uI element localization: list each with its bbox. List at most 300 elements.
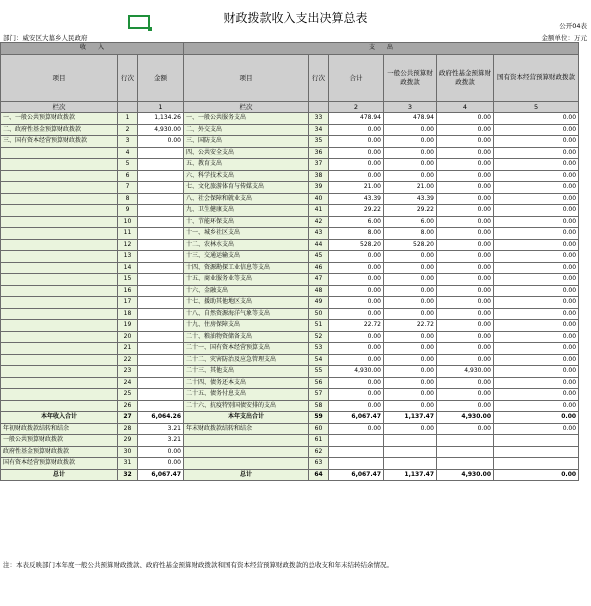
expense-capital-cell[interactable] — [494, 446, 579, 458]
col-index-3: 3 — [384, 101, 437, 113]
expense-item-cell[interactable]: 十三、交通运输支出 — [184, 251, 309, 263]
income-item-cell[interactable] — [1, 331, 118, 343]
income-item-cell[interactable] — [1, 251, 118, 263]
table-row — [1, 170, 579, 182]
expense-row-cell[interactable]: 63 — [309, 458, 329, 470]
expense-general-cell[interactable]: 0.00 — [384, 377, 437, 389]
expense-fund-cell[interactable]: 0.00 — [437, 308, 494, 320]
expense-total-cell[interactable]: 0.00 — [329, 343, 384, 355]
expense-total-cell[interactable]: 0.00 — [329, 400, 384, 412]
expense-item-cell[interactable]: 二十一、国有资本经营预算支出 — [184, 343, 309, 355]
expense-total-cell[interactable]: 478.94 — [329, 113, 384, 125]
expense-row-cell[interactable]: 42 — [309, 216, 329, 228]
income-amount-cell[interactable] — [138, 262, 184, 274]
income-row-cell[interactable]: 30 — [118, 446, 138, 458]
expense-item-cell[interactable]: 十四、资源勘探工业信息等支出 — [184, 262, 309, 274]
income-item-cell[interactable]: 年初财政拨款结转和结余 — [1, 423, 118, 435]
expense-general-cell[interactable]: 0.00 — [384, 159, 437, 171]
expense-row-cell[interactable]: 36 — [309, 147, 329, 159]
expense-capital-cell[interactable]: 0.00 — [494, 147, 579, 159]
table-row — [1, 124, 579, 136]
expense-row-cell[interactable]: 55 — [309, 366, 329, 378]
income-row-cell[interactable]: 12 — [118, 239, 138, 251]
income-row-cell[interactable]: 16 — [118, 285, 138, 297]
expense-total-cell[interactable]: 0.00 — [329, 285, 384, 297]
expense-item-cell[interactable]: 十九、住房保障支出 — [184, 320, 309, 332]
expense-fund-cell[interactable]: 0.00 — [437, 251, 494, 263]
expense-capital-cell[interactable]: 0.00 — [494, 159, 579, 171]
fill-handle[interactable] — [148, 27, 152, 31]
expense-total-cell[interactable]: 0.00 — [329, 308, 384, 320]
income-item-cell[interactable] — [1, 320, 118, 332]
expense-capital-cell[interactable]: 0.00 — [494, 193, 579, 205]
expense-total-cell[interactable]: 0.00 — [329, 423, 384, 435]
expense-item-cell[interactable]: 五、教育支出 — [184, 159, 309, 171]
expense-row-cell[interactable]: 64 — [309, 469, 329, 481]
expense-total-cell[interactable]: 21.00 — [329, 182, 384, 194]
expense-general-cell[interactable] — [384, 458, 437, 470]
income-item-cell[interactable] — [1, 193, 118, 205]
expense-fund-cell[interactable]: 0.00 — [437, 136, 494, 148]
income-row-cell[interactable]: 18 — [118, 308, 138, 320]
expense-capital-cell[interactable]: 0.00 — [494, 400, 579, 412]
expense-item-cell[interactable]: 二、外交支出 — [184, 124, 309, 136]
income-row-cell[interactable]: 29 — [118, 435, 138, 447]
expense-fund-cell[interactable]: 0.00 — [437, 170, 494, 182]
expense-total-cell[interactable]: 528.20 — [329, 239, 384, 251]
income-amount-cell[interactable] — [138, 400, 184, 412]
expense-total-cell[interactable]: 0.00 — [329, 136, 384, 148]
expense-capital-cell[interactable]: 0.00 — [494, 136, 579, 148]
expense-fund-cell[interactable]: 0.00 — [437, 193, 494, 205]
expense-item-cell[interactable]: 四、公共安全支出 — [184, 147, 309, 159]
income-item-cell[interactable] — [1, 170, 118, 182]
income-row-cell[interactable]: 9 — [118, 205, 138, 217]
expense-capital-cell[interactable]: 0.00 — [494, 423, 579, 435]
expense-total-cell[interactable]: 0.00 — [329, 389, 384, 401]
expense-fund-cell[interactable]: 0.00 — [437, 216, 494, 228]
expense-total-cell[interactable]: 0.00 — [329, 297, 384, 309]
income-item-cell[interactable] — [1, 182, 118, 194]
expense-row-cell[interactable]: 45 — [309, 251, 329, 263]
income-amount-cell[interactable] — [138, 331, 184, 343]
expense-capital-cell[interactable]: 0.00 — [494, 354, 579, 366]
expense-fund-cell[interactable]: 0.00 — [437, 400, 494, 412]
expense-item-cell[interactable]: 十七、援助其他地区支出 — [184, 297, 309, 309]
income-item-cell[interactable]: 本年收入合计 — [1, 412, 118, 424]
income-row-cell[interactable]: 5 — [118, 159, 138, 171]
income-item-cell[interactable]: 总计 — [1, 469, 118, 481]
expense-fund-cell[interactable]: 0.00 — [437, 331, 494, 343]
expense-item-cell[interactable]: 十二、农林水支出 — [184, 239, 309, 251]
income-amount-cell[interactable] — [138, 389, 184, 401]
income-amount-cell[interactable] — [138, 147, 184, 159]
expense-item-cell[interactable]: 十八、自然资源海洋气象等支出 — [184, 308, 309, 320]
expense-general-cell[interactable]: 0.00 — [384, 366, 437, 378]
income-item-cell[interactable] — [1, 377, 118, 389]
expense-capital-cell[interactable]: 0.00 — [494, 297, 579, 309]
income-row-cell[interactable]: 28 — [118, 423, 138, 435]
income-amount-cell[interactable] — [138, 366, 184, 378]
expense-item-cell[interactable] — [184, 458, 309, 470]
income-item-cell[interactable]: 国有资本经营预算财政拨款 — [1, 458, 118, 470]
expense-general-cell[interactable]: 8.00 — [384, 228, 437, 240]
income-amount-cell[interactable]: 0.00 — [138, 136, 184, 148]
income-amount-cell[interactable] — [138, 170, 184, 182]
income-item-cell[interactable]: 政府性基金预算财政拨款 — [1, 446, 118, 458]
expense-general-cell[interactable]: 29.22 — [384, 205, 437, 217]
expense-total-cell[interactable]: 0.00 — [329, 377, 384, 389]
expense-item-cell[interactable]: 七、文化旅游体育与传媒支出 — [184, 182, 309, 194]
income-amount-cell[interactable]: 3.21 — [138, 423, 184, 435]
income-amount-cell[interactable] — [138, 228, 184, 240]
income-amount-cell[interactable] — [138, 182, 184, 194]
income-row-cell[interactable]: 8 — [118, 193, 138, 205]
expense-row-cell[interactable]: 34 — [309, 124, 329, 136]
income-amount-cell[interactable] — [138, 205, 184, 217]
expense-fund-cell[interactable]: 0.00 — [437, 285, 494, 297]
expense-capital-cell[interactable]: 0.00 — [494, 389, 579, 401]
expense-fund-cell[interactable]: 0.00 — [437, 354, 494, 366]
expense-general-cell[interactable]: 22.72 — [384, 320, 437, 332]
expense-item-cell[interactable]: 六、科学技术支出 — [184, 170, 309, 182]
income-item-cell[interactable] — [1, 228, 118, 240]
expense-general-cell[interactable]: 43.39 — [384, 193, 437, 205]
income-item-cell[interactable] — [1, 343, 118, 355]
expense-row-cell[interactable]: 60 — [309, 423, 329, 435]
expense-fund-cell[interactable]: 4,930.00 — [437, 412, 494, 424]
expense-capital-cell[interactable]: 0.00 — [494, 412, 579, 424]
income-row-cell[interactable]: 6 — [118, 170, 138, 182]
expense-row-cell[interactable]: 53 — [309, 343, 329, 355]
income-item-cell[interactable]: 一、一般公共预算财政拨款 — [1, 113, 118, 125]
expense-general-cell[interactable]: 0.00 — [384, 343, 437, 355]
header-fund: 政府性基金预算财政拨款 — [437, 54, 494, 101]
expense-row-cell[interactable]: 40 — [309, 193, 329, 205]
expense-row-cell[interactable]: 44 — [309, 239, 329, 251]
expense-item-cell[interactable]: 二十三、其他支出 — [184, 366, 309, 378]
expense-item-cell[interactable]: 二十、粮油物资储备支出 — [184, 331, 309, 343]
income-row-cell[interactable]: 14 — [118, 262, 138, 274]
expense-row-cell[interactable]: 56 — [309, 377, 329, 389]
income-amount-cell[interactable] — [138, 343, 184, 355]
expense-general-cell[interactable]: 0.00 — [384, 170, 437, 182]
income-item-cell[interactable] — [1, 159, 118, 171]
income-row-cell[interactable]: 24 — [118, 377, 138, 389]
expense-capital-cell[interactable]: 0.00 — [494, 377, 579, 389]
expense-fund-cell[interactable]: 0.00 — [437, 239, 494, 251]
expense-fund-cell[interactable]: 4,930.00 — [437, 469, 494, 481]
income-row-cell[interactable]: 11 — [118, 228, 138, 240]
income-row-cell[interactable]: 22 — [118, 354, 138, 366]
income-row-cell[interactable]: 23 — [118, 366, 138, 378]
cell-selection-box[interactable] — [128, 15, 150, 29]
expense-capital-cell[interactable]: 0.00 — [494, 228, 579, 240]
expense-general-cell[interactable]: 0.00 — [384, 331, 437, 343]
expense-total-cell[interactable]: 0.00 — [329, 274, 384, 286]
col-index-empty2 — [309, 101, 329, 113]
income-row-cell[interactable]: 21 — [118, 343, 138, 355]
income-item-cell[interactable] — [1, 216, 118, 228]
income-item-cell[interactable] — [1, 239, 118, 251]
expense-total-cell[interactable]: 4,930.00 — [329, 366, 384, 378]
income-row-cell[interactable]: 32 — [118, 469, 138, 481]
expense-fund-cell[interactable]: 0.00 — [437, 228, 494, 240]
expense-total-cell[interactable]: 0.00 — [329, 170, 384, 182]
expense-total-cell[interactable]: 29.22 — [329, 205, 384, 217]
expense-capital-cell[interactable]: 0.00 — [494, 124, 579, 136]
income-item-cell[interactable] — [1, 262, 118, 274]
expense-general-cell[interactable]: 21.00 — [384, 182, 437, 194]
income-amount-cell[interactable]: 3.21 — [138, 435, 184, 447]
expense-general-cell[interactable] — [384, 446, 437, 458]
expense-fund-cell[interactable]: 0.00 — [437, 262, 494, 274]
expense-total-cell[interactable] — [329, 446, 384, 458]
income-amount-cell[interactable]: 0.00 — [138, 446, 184, 458]
expense-total-cell[interactable]: 0.00 — [329, 262, 384, 274]
expense-row-cell[interactable]: 50 — [309, 308, 329, 320]
expense-general-cell[interactable]: 0.00 — [384, 274, 437, 286]
expense-item-cell[interactable] — [184, 446, 309, 458]
expense-item-cell[interactable]: 十、节能环保支出 — [184, 216, 309, 228]
expense-fund-cell[interactable]: 4,930.00 — [437, 366, 494, 378]
income-item-cell[interactable]: 二、政府性基金预算财政拨款 — [1, 124, 118, 136]
table-row — [1, 228, 579, 240]
expense-general-cell[interactable]: 0.00 — [384, 389, 437, 401]
expense-row-cell[interactable]: 35 — [309, 136, 329, 148]
expense-fund-cell[interactable]: 0.00 — [437, 389, 494, 401]
income-item-cell[interactable] — [1, 205, 118, 217]
expense-capital-cell[interactable] — [494, 435, 579, 447]
income-amount-cell[interactable]: 0.00 — [138, 458, 184, 470]
income-item-cell[interactable] — [1, 366, 118, 378]
expense-row-cell[interactable]: 33 — [309, 113, 329, 125]
income-row-cell[interactable]: 10 — [118, 216, 138, 228]
income-amount-cell[interactable] — [138, 251, 184, 263]
expense-total-cell[interactable]: 6,067.47 — [329, 412, 384, 424]
expense-capital-cell[interactable]: 0.00 — [494, 262, 579, 274]
expense-item-cell[interactable]: 总计 — [184, 469, 309, 481]
income-row-cell[interactable]: 2 — [118, 124, 138, 136]
expense-capital-cell[interactable]: 0.00 — [494, 205, 579, 217]
expense-general-cell[interactable]: 0.00 — [384, 147, 437, 159]
expense-fund-cell[interactable] — [437, 435, 494, 447]
expense-item-cell[interactable]: 八、社会保障和就业支出 — [184, 193, 309, 205]
expense-total-cell[interactable]: 0.00 — [329, 354, 384, 366]
expense-total-cell[interactable]: 6,067.47 — [329, 469, 384, 481]
expense-general-cell[interactable]: 1,137.47 — [384, 469, 437, 481]
expense-general-cell[interactable]: 478.94 — [384, 113, 437, 125]
expense-row-cell[interactable]: 52 — [309, 331, 329, 343]
expense-total-cell[interactable]: 0.00 — [329, 124, 384, 136]
expense-row-cell[interactable]: 39 — [309, 182, 329, 194]
expense-capital-cell[interactable]: 0.00 — [494, 331, 579, 343]
expense-general-cell[interactable]: 0.00 — [384, 400, 437, 412]
income-amount-cell[interactable] — [138, 308, 184, 320]
expense-general-cell[interactable]: 0.00 — [384, 423, 437, 435]
expense-item-cell[interactable]: 二十六、抗疫特别国债安排的支出 — [184, 400, 309, 412]
expense-row-cell[interactable]: 59 — [309, 412, 329, 424]
income-amount-cell[interactable] — [138, 239, 184, 251]
expense-general-cell[interactable]: 0.00 — [384, 285, 437, 297]
expense-row-cell[interactable]: 62 — [309, 446, 329, 458]
expense-fund-cell[interactable]: 0.00 — [437, 343, 494, 355]
income-amount-cell[interactable]: 4,930.00 — [138, 124, 184, 136]
table-row — [1, 308, 579, 320]
income-item-cell[interactable]: 三、国有资本经营预算财政拨款 — [1, 136, 118, 148]
expense-fund-cell[interactable]: 0.00 — [437, 377, 494, 389]
expense-item-cell[interactable]: 十一、城乡社区支出 — [184, 228, 309, 240]
expense-row-cell[interactable]: 43 — [309, 228, 329, 240]
expense-fund-cell[interactable]: 0.00 — [437, 159, 494, 171]
income-amount-cell[interactable]: 6,067.47 — [138, 469, 184, 481]
expense-fund-cell[interactable]: 0.00 — [437, 320, 494, 332]
expense-capital-cell[interactable]: 0.00 — [494, 343, 579, 355]
income-amount-cell[interactable] — [138, 159, 184, 171]
expense-total-cell[interactable]: 8.00 — [329, 228, 384, 240]
expense-item-cell[interactable]: 本年支出合计 — [184, 412, 309, 424]
expense-capital-cell[interactable]: 0.00 — [494, 285, 579, 297]
expense-row-cell[interactable]: 41 — [309, 205, 329, 217]
expense-item-cell[interactable]: 年末财政拨款结转和结余 — [184, 423, 309, 435]
income-amount-cell[interactable] — [138, 297, 184, 309]
income-item-cell[interactable] — [1, 147, 118, 159]
expense-item-cell[interactable]: 二十五、债务付息支出 — [184, 389, 309, 401]
expense-capital-cell[interactable]: 0.00 — [494, 113, 579, 125]
expense-total-cell[interactable] — [329, 435, 384, 447]
income-row-cell[interactable]: 20 — [118, 331, 138, 343]
expense-item-cell[interactable]: 十六、金融支出 — [184, 285, 309, 297]
expense-general-cell[interactable]: 6.00 — [384, 216, 437, 228]
expense-row-cell[interactable]: 47 — [309, 274, 329, 286]
expense-general-cell[interactable]: 0.00 — [384, 136, 437, 148]
income-item-cell[interactable] — [1, 308, 118, 320]
income-row-cell[interactable]: 4 — [118, 147, 138, 159]
expense-item-cell[interactable]: 十五、商业服务业等支出 — [184, 274, 309, 286]
expense-total-cell[interactable]: 22.72 — [329, 320, 384, 332]
income-row-cell[interactable]: 19 — [118, 320, 138, 332]
expense-general-cell[interactable]: 1,137.47 — [384, 412, 437, 424]
expense-capital-cell[interactable]: 0.00 — [494, 170, 579, 182]
expense-fund-cell[interactable]: 0.00 — [437, 423, 494, 435]
income-row-cell[interactable]: 17 — [118, 297, 138, 309]
expense-item-cell[interactable]: 九、卫生健康支出 — [184, 205, 309, 217]
income-item-cell[interactable]: 一般公共预算财政拨款 — [1, 435, 118, 447]
expense-capital-cell[interactable]: 0.00 — [494, 469, 579, 481]
expense-item-cell[interactable]: 三、国防支出 — [184, 136, 309, 148]
expense-total-cell[interactable]: 0.00 — [329, 159, 384, 171]
page-title: 财政拨款收入支出决算总表 — [223, 11, 368, 25]
expense-fund-cell[interactable]: 0.00 — [437, 147, 494, 159]
income-row-cell[interactable]: 13 — [118, 251, 138, 263]
income-amount-cell[interactable]: 6,064.26 — [138, 412, 184, 424]
expense-row-cell[interactable]: 57 — [309, 389, 329, 401]
expense-general-cell[interactable]: 0.00 — [384, 354, 437, 366]
expense-total-cell[interactable] — [329, 458, 384, 470]
expense-fund-cell[interactable] — [437, 446, 494, 458]
expense-item-cell[interactable]: 一、一般公共服务支出 — [184, 113, 309, 125]
income-row-cell[interactable]: 26 — [118, 400, 138, 412]
expense-total-cell[interactable]: 6.00 — [329, 216, 384, 228]
expense-total-cell[interactable]: 0.00 — [329, 251, 384, 263]
income-amount-cell[interactable] — [138, 354, 184, 366]
expense-capital-cell[interactable]: 0.00 — [494, 366, 579, 378]
expense-capital-cell[interactable]: 0.00 — [494, 320, 579, 332]
income-row-cell[interactable]: 3 — [118, 136, 138, 148]
expense-general-cell[interactable]: 0.00 — [384, 262, 437, 274]
income-amount-cell[interactable]: 1,134.26 — [138, 113, 184, 125]
expense-capital-cell[interactable]: 0.00 — [494, 239, 579, 251]
expense-fund-cell[interactable] — [437, 458, 494, 470]
income-item-cell[interactable] — [1, 285, 118, 297]
expense-row-cell[interactable]: 37 — [309, 159, 329, 171]
expense-total-cell[interactable]: 43.39 — [329, 193, 384, 205]
expense-item-cell[interactable] — [184, 435, 309, 447]
expense-general-cell[interactable]: 0.00 — [384, 251, 437, 263]
table-row — [1, 400, 579, 412]
income-item-cell[interactable] — [1, 274, 118, 286]
expense-row-cell[interactable]: 49 — [309, 297, 329, 309]
income-amount-cell[interactable] — [138, 274, 184, 286]
income-amount-cell[interactable] — [138, 216, 184, 228]
income-row-cell[interactable]: 27 — [118, 412, 138, 424]
expense-fund-cell[interactable]: 0.00 — [437, 124, 494, 136]
expense-general-cell[interactable]: 528.20 — [384, 239, 437, 251]
income-row-cell[interactable]: 31 — [118, 458, 138, 470]
income-item-cell[interactable] — [1, 354, 118, 366]
expense-row-cell[interactable]: 54 — [309, 354, 329, 366]
expense-row-cell[interactable]: 38 — [309, 170, 329, 182]
expense-row-cell[interactable]: 51 — [309, 320, 329, 332]
income-amount-cell[interactable] — [138, 285, 184, 297]
expense-item-cell[interactable]: 二十四、债务还本支出 — [184, 377, 309, 389]
table-row — [1, 262, 579, 274]
income-row-cell[interactable]: 25 — [118, 389, 138, 401]
expense-capital-cell[interactable]: 0.00 — [494, 308, 579, 320]
expense-capital-cell[interactable]: 0.00 — [494, 216, 579, 228]
income-row-cell[interactable]: 15 — [118, 274, 138, 286]
expense-row-cell[interactable]: 46 — [309, 262, 329, 274]
expense-total-cell[interactable]: 0.00 — [329, 147, 384, 159]
expense-general-cell[interactable]: 0.00 — [384, 308, 437, 320]
expense-capital-cell[interactable]: 0.00 — [494, 251, 579, 263]
income-item-cell[interactable] — [1, 297, 118, 309]
expense-row-cell[interactable]: 61 — [309, 435, 329, 447]
income-item-cell[interactable] — [1, 389, 118, 401]
expense-fund-cell[interactable]: 0.00 — [437, 297, 494, 309]
expense-capital-cell[interactable]: 0.00 — [494, 274, 579, 286]
expense-total-cell[interactable]: 0.00 — [329, 331, 384, 343]
income-amount-cell[interactable] — [138, 320, 184, 332]
income-amount-cell[interactable] — [138, 377, 184, 389]
expense-row-cell[interactable]: 48 — [309, 285, 329, 297]
expense-fund-cell[interactable]: 0.00 — [437, 182, 494, 194]
expense-fund-cell[interactable]: 0.00 — [437, 274, 494, 286]
income-item-cell[interactable] — [1, 400, 118, 412]
expense-general-cell[interactable]: 0.00 — [384, 297, 437, 309]
expense-fund-cell[interactable]: 0.00 — [437, 113, 494, 125]
expense-general-cell[interactable] — [384, 435, 437, 447]
expense-general-cell[interactable]: 0.00 — [384, 124, 437, 136]
expense-item-cell[interactable]: 二十二、灾害防治及应急管理支出 — [184, 354, 309, 366]
expense-capital-cell[interactable]: 0.00 — [494, 182, 579, 194]
income-row-cell[interactable]: 1 — [118, 113, 138, 125]
expense-fund-cell[interactable]: 0.00 — [437, 205, 494, 217]
income-amount-cell[interactable] — [138, 193, 184, 205]
expense-row-cell[interactable]: 58 — [309, 400, 329, 412]
expense-capital-cell[interactable] — [494, 458, 579, 470]
income-row-cell[interactable]: 7 — [118, 182, 138, 194]
